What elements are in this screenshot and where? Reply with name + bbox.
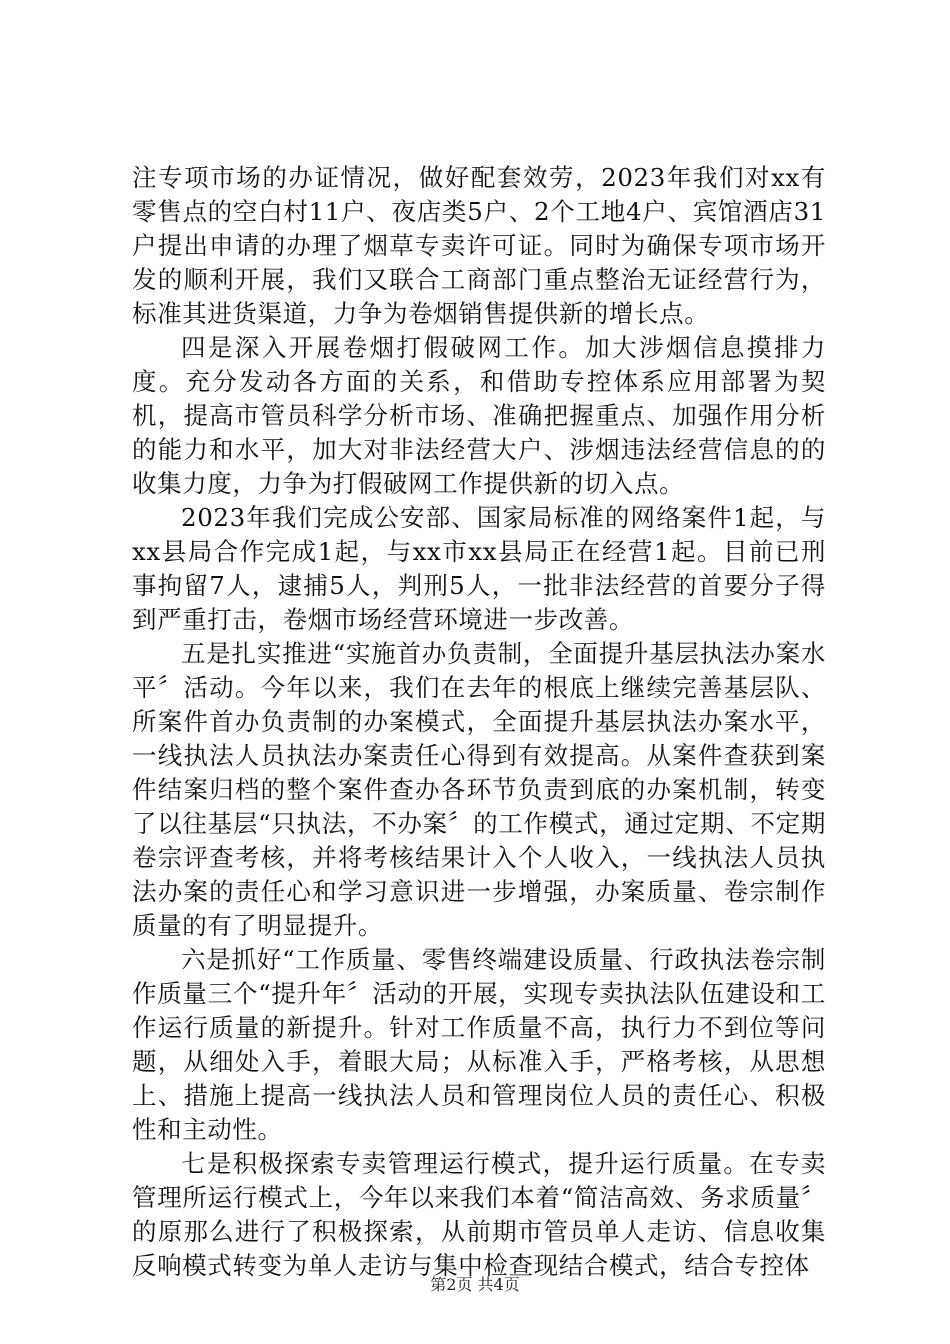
- paragraph-network-cases: 2023年我们完成公安部、国家局标准的网络案件1起，与xx县局合作完成1起，与xx市xx县局正在经营1起。目前已刑事拘留7人，逮捕5人，判刑5人，一批非法经营的首要分子得到严重打击，卷烟市场经营环境进一步改善。: [132, 503, 826, 634]
- paragraph-anti-counterfeit: 四是深入开展卷烟打假破网工作。加大涉烟信息摸排力度。充分发动各方面的关系，和借助专控体系应用部署为契机，提高市管员科学分析市场、准确把握重点、加强作用分析的能力和水平，加大对非法经营大户、涉烟违法经营信息的的收集力度，力争为打假破网工作提供新的切入点。: [132, 333, 826, 498]
- paragraph-continuation: 注专项市场的办证情况，做好配套效劳，2023年我们对xx有零售点的空白村11户、夜店类5户、2个工地4户、宾馆酒店31户提出申请的办理了烟草专卖许可证。同时为确保专项市场开发的顺利开展，我们又联合工商部门重点整治无证经营行为，标准其进货渠道，力争为卷烟销售提供新的增长点。: [132, 163, 826, 328]
- paragraph-quality-improvement: 六是抓好“工作质量、零售终端建设质量、行政执法卷宗制作质量三个“提升年〞活动的开展，实现专卖执法队伍建设和工作运行质量的新提升。针对工作质量不高，执行力不到位等问题，从细处入手，着眼大局；从标准入手，严格考核，从思想上、措施上提高一线执法人员和管理岗位人员的责任心、积极性和主动性。: [132, 945, 826, 1144]
- document-body: [132, 161, 826, 1283]
- paragraph-operation-mode: 七是积极探索专卖管理运行模式，提升运行质量。在专卖管理所运行模式上，今年以来我们本着“简洁高效、务求质量〞的原那么进行了积极探索，从前期市管员单人走访、信息收集反响模式转变为单人走访与集中检查现结合模式，结合专控体: [132, 1149, 826, 1280]
- paragraph-first-responsibility: 五是扎实推进“实施首办负责制，全面提升基层执法办案水平〞活动。今年以来，我们在去年的根底上继续完善基层队、所案件首办负责制的办案模式，全面提升基层执法办案水平，一线执法人员执法办案责任心得到有效提高。从案件查获到案件结案归档的整个案件查办各环节负责到底的办案机制，转变了以往基层“只执法，不办案〞的工作模式，通过定期、不定期卷宗评查考核，并将考核结果计入个人收入，一线执法人员执法办案的责任心和学习意识进一步增强，办案质量、卷宗制作质量的有了明显提升。: [132, 639, 826, 940]
- page-footer: 第2页 共4页: [430, 1275, 520, 1294]
